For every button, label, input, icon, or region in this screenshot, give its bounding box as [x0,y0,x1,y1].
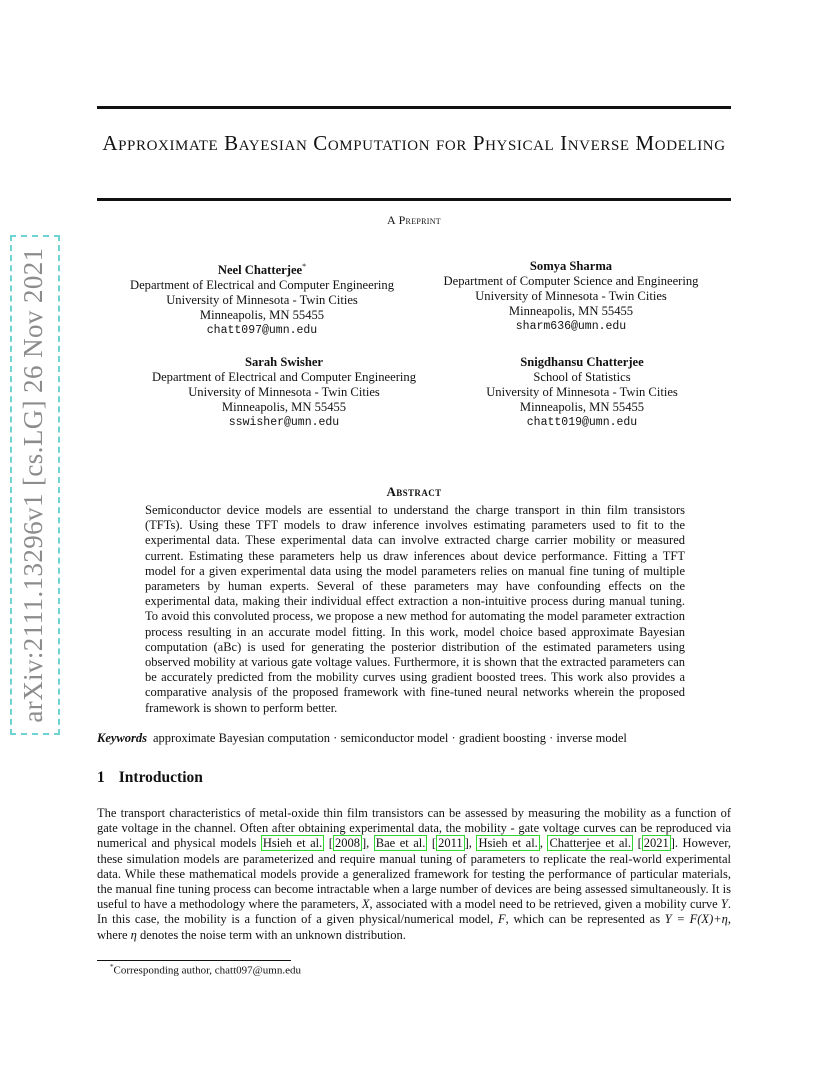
author-block [411,259,731,334]
author-block [124,355,444,430]
citation-link[interactable]: 2021 [643,836,669,851]
author-email[interactable]: chatt019@umn.edu [526,416,638,429]
math-variable: F [497,912,506,927]
intro-text: The transport characteristics of metal-oxide thin film transistors can be assessed by measuring the mobility as a function of gate voltage in the channel. Often after obtaining experimental data, the mobility - gate voltage curves can be reproduced via numerical and physical models [97,806,731,851]
citation-link[interactable]: Bae et al. [375,836,426,851]
author-block [102,259,422,338]
author-department: Department of Electrical and Computer Engineering [151,370,417,384]
keywords-line [97,731,731,746]
author-city: Minneapolis, MN 55455 [221,400,347,414]
corresponding-mark: * [302,262,307,271]
citation-link[interactable]: 2011 [438,836,463,851]
intro-text: . However, these simulation models are parameterized and require manual tuning of parameters to replicate the real-world experimental data. While these mathematical models provide a generalized framework for testing the performance of particular materials, the manual fine tuning process can become intractable when a large number of devices are being assessed simultaneously. It is useful to have a methodology where the parameters, [97,836,731,912]
author-name: Neel Chatterjee [217,263,303,278]
intro-text: , associated with a model need to be retrieved, given a mobility curve [369,897,721,912]
intro-text: denotes the noise term with an unknown distribution. [136,927,406,942]
math-variable: X [361,897,370,912]
paper-title: Approximate Bayesian Computation for Physical Inverse Modeling [102,131,726,155]
math-variable: η [130,927,137,942]
author-city: Minneapolis, MN 55455 [508,304,634,318]
author-email[interactable]: sharm636@umn.edu [515,320,627,333]
author-city: Minneapolis, MN 55455 [519,400,645,414]
author-university: University of Minnesota - Twin Cities [486,385,678,399]
citation-link[interactable]: Hsieh et al. [262,836,323,851]
title-top-rule [97,106,731,109]
title-bottom-rule [97,198,731,201]
author-name: Somya Sharma [529,259,613,273]
equation: Y = F(X)+η [664,912,728,927]
abstract-heading: Abstract [386,484,442,499]
author-department: School of Statistics [533,370,631,384]
intro-text: . In this case, the mobility is a function of a given physical/numerical model, [97,897,731,927]
author-block [422,355,742,430]
keywords-label: Keywords [97,731,147,745]
preprint-label: A Preprint [386,213,441,227]
author-university: University of Minnesota - Twin Cities [188,385,380,399]
footnote-rule [97,960,291,961]
intro-paragraph: The transport characteristics of metal-oxide thin film transistors can be assessed by measuring the mobility as a function of gate voltage in the channel. Often after obtaining experimental data, the mobility - gate voltage curves can be reproduced via numerical and physical models Hsieh et al. [ 2008 ], Bae et al. [ 2011 ], Hsieh et al. , Chatterjee et al. [ 2021 ]. However, these simulation models are parameterized and require manual tuning of parameters to replicate the real-world experimental data. While these mathematical models provide a generalized framework for testing the performance of particular materials, the manual fine tuning process can become intractable when a large number of devices are being assessed simultaneously. It is useful to have a methodology where the parameters, X, associated with a model need to be retrieved, given a mobility curve Y. In this case, the mobility is a function of a given physical/numerical model, F, which can be represented as Y = F(X)+η, where η denotes the noise term with an unknown distribution. [97,806,731,942]
math-variable: Y [720,897,728,912]
section-number: 1 [97,769,105,786]
citation-link[interactable]: 2008 [334,836,360,851]
abstract-text: Semiconductor device models are essential to understand the charge transport in thin film transistors (TFTs). Using these TFT models to draw inference involves estimating parameters used to fit to the experimental data. These experimental data can involve extracted charge carrier mobility or measured current. Estimating these parameters help us draw inferences about device performance. Fitting a TFT model for a given experimental data using the model parameters relies on manual fine tuning of multiple parameters by human experts. Several of these parameters may have confounding effects on the experimental data, making their individual effect extraction a non-intuitive process during manual tuning. To avoid this convoluted process, we propose a new method for automating the model parameter extraction process resulting in an accurate model fitting. In this work, model choice based approximate Bayesian computation (aBc) is used for generating the posterior distribution of the estimated parameters using observed mobility at various gate voltage values. Furthermore, it is shown that the extracted parameters can be accurately predicted from the mobility curves using gradient boosted trees. This work also provides a comparative analysis of the proposed framework with fine-tuned neural networks wherein the proposed framework is shown to perform better. [145,503,685,715]
footnote [110,963,301,977]
author-department: Department of Electrical and Computer Engineering [129,278,395,293]
author-name: Snigdhansu Chatterjee [520,355,644,369]
section-title: Introduction [118,769,203,786]
intro-text: , where [97,912,731,942]
author-city: Minneapolis, MN 55455 [199,308,325,323]
citation-link[interactable]: Chatterjee et al. [549,836,632,851]
section-heading [97,769,203,787]
keywords-list: approximate Bayesian computation · semiconductor model · gradient boosting · inverse model [153,731,627,745]
citation-link[interactable]: Hsieh et al. [478,836,538,851]
author-university: University of Minnesota - Twin Cities [475,289,667,303]
footnote-mark: * [110,963,114,971]
author-university: University of Minnesota - Twin Cities [166,293,358,308]
author-name: Sarah Swisher [244,355,324,369]
author-email[interactable]: sswisher@umn.edu [228,416,340,429]
intro-text: , which can be represented as [505,912,665,927]
author-email[interactable]: chatt097@umn.edu [206,324,318,338]
author-department: Department of Computer Science and Engineering [443,274,699,288]
footnote-text: Corresponding author, chatt097@umn.edu [113,964,301,977]
arxiv-identifier[interactable]: arXiv:2111.13296v1 [cs.LG] 26 Nov 2021 [10,235,60,735]
